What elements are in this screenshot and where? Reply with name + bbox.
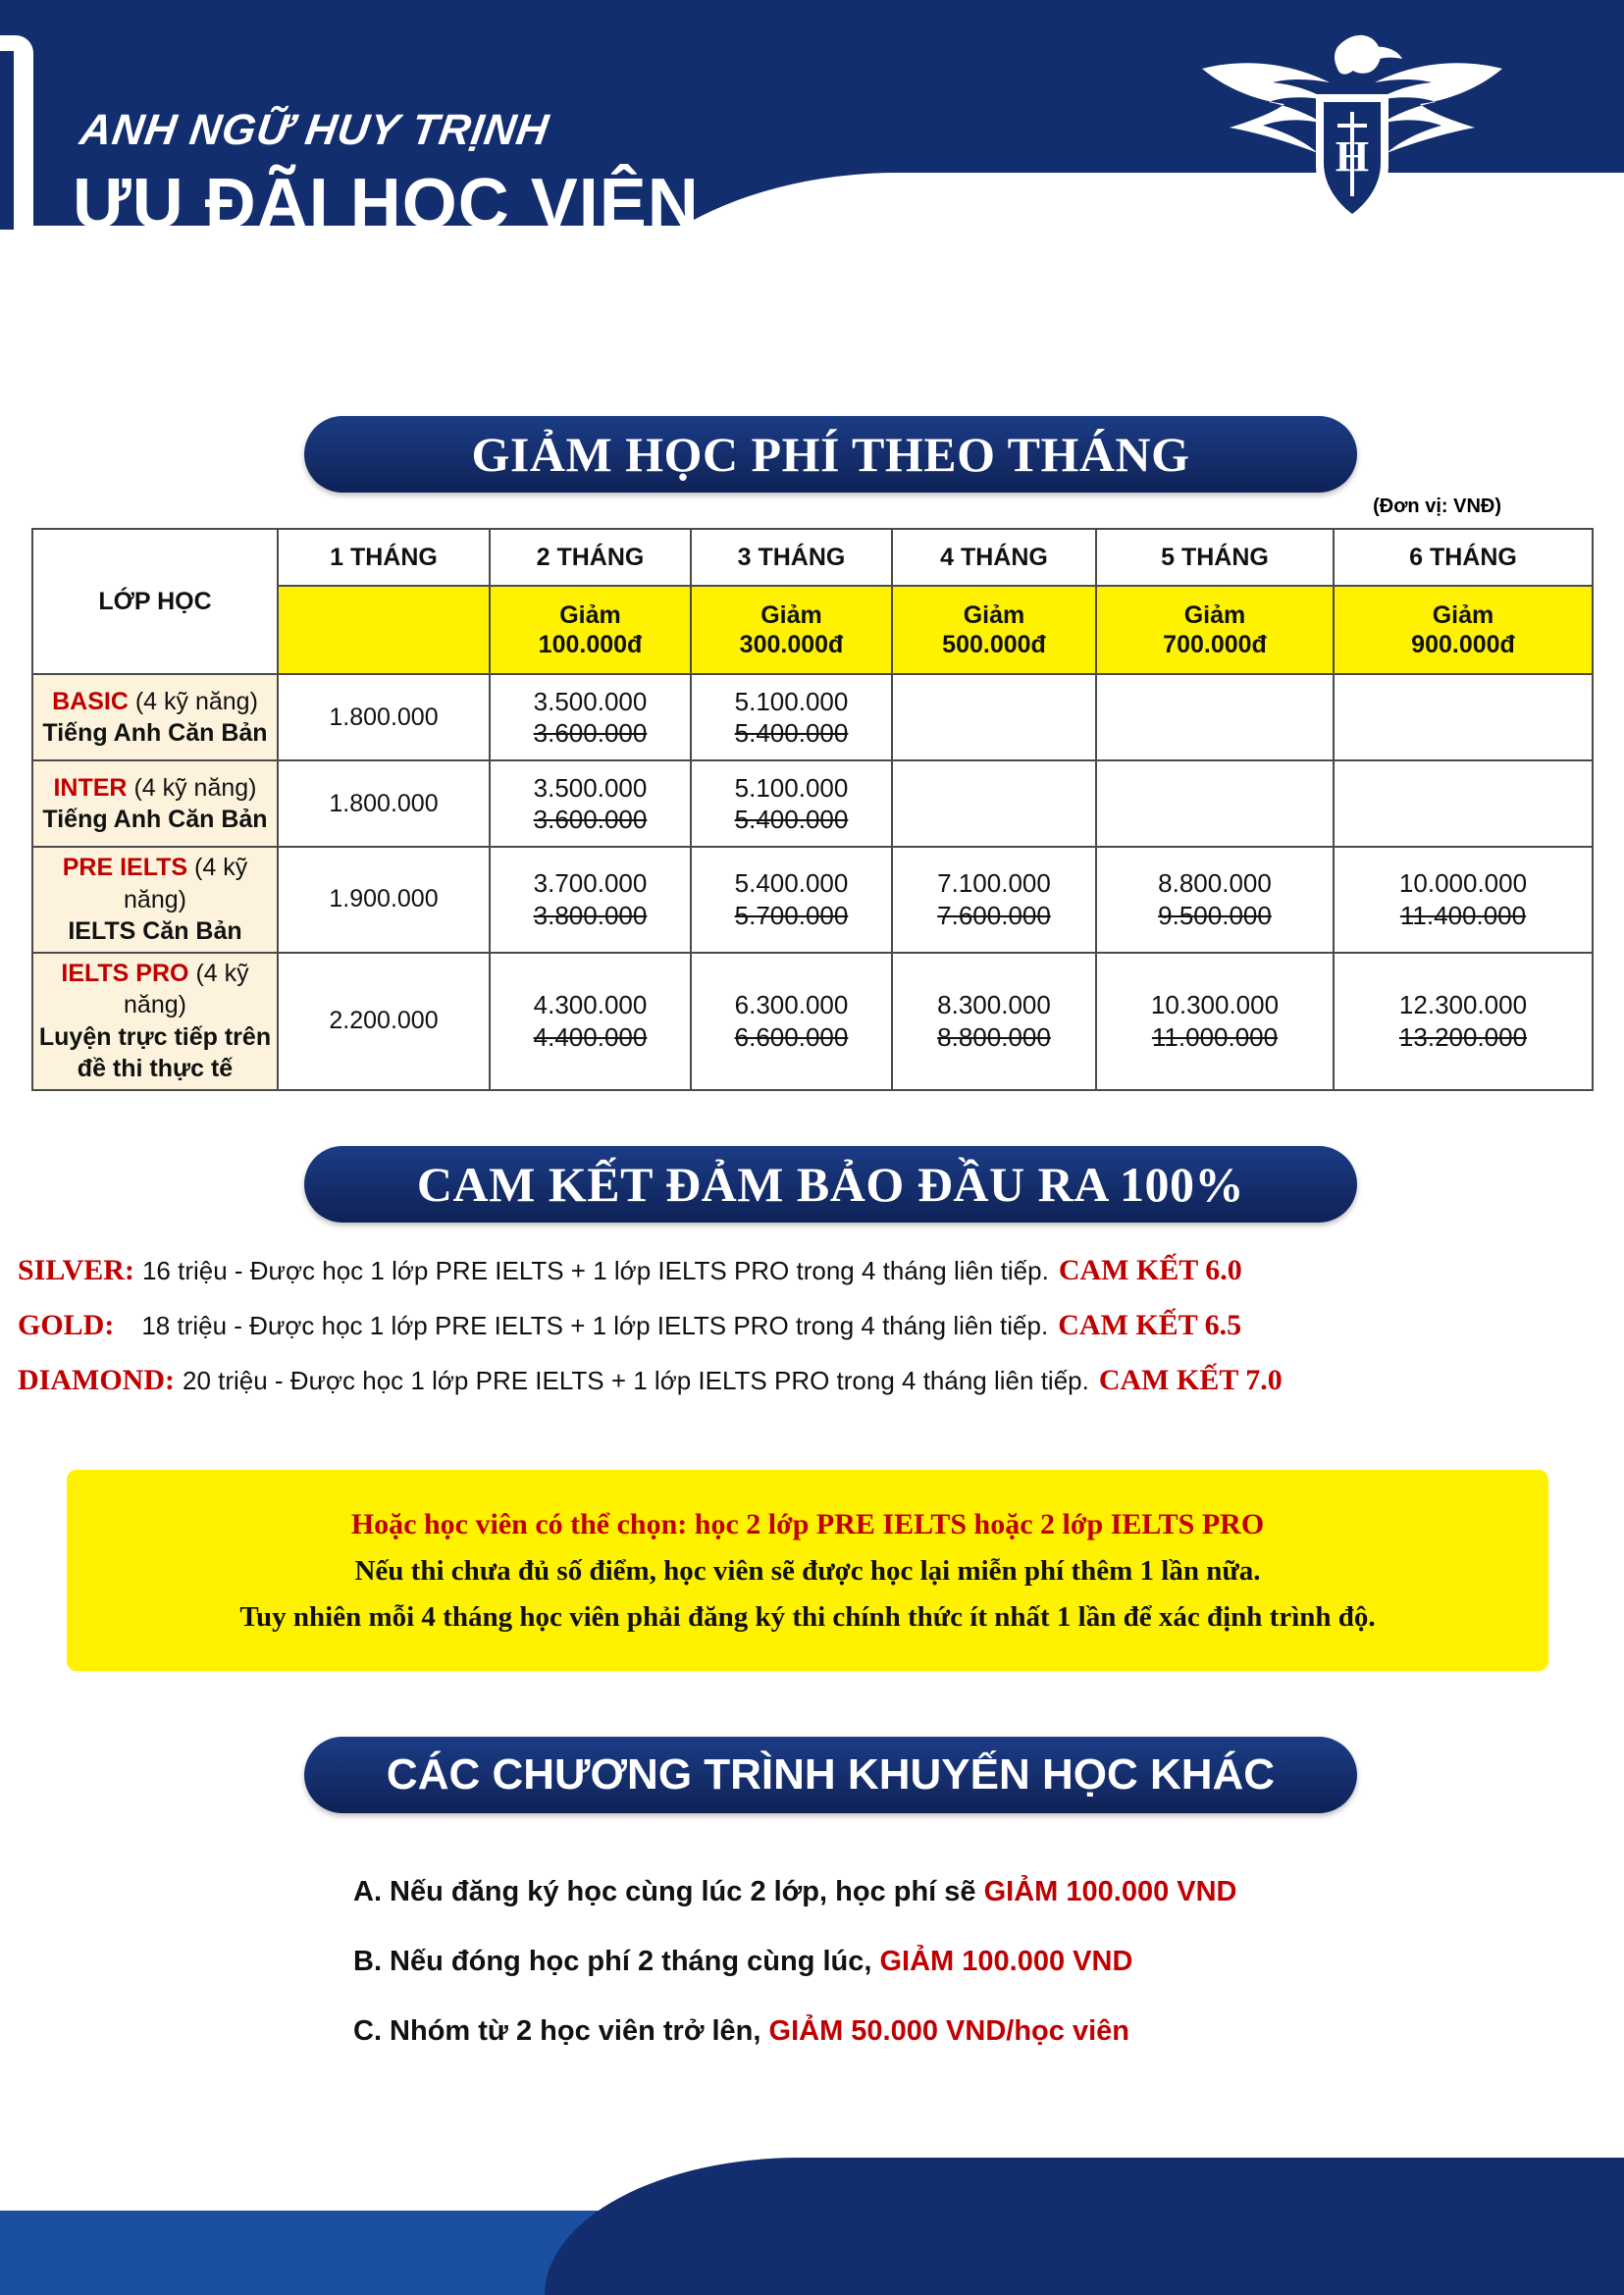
other-programs-list: [353, 1876, 1433, 2085]
price-new: 5.400.000: [734, 868, 849, 899]
class-level-label: INTER: [53, 773, 128, 802]
table-row-class-ielts-pro: [32, 953, 278, 1090]
table-header-month-2: 2 THÁNG: [490, 529, 691, 586]
header-left-accent-inner: [0, 51, 14, 230]
table-row: [32, 760, 1593, 847]
section-banner-commitment-label: CAM KẾT ĐẢM BẢO ĐẦU RA 100%: [416, 1157, 1245, 1212]
price-new: 4.300.000: [533, 990, 648, 1019]
price-old: 9.500.000: [1158, 900, 1272, 930]
table-header-month-4: 4 THÁNG: [892, 529, 1096, 586]
price-old: 4.400.000: [533, 1021, 648, 1052]
price-5-month: [1096, 760, 1334, 847]
price-1-month: 1.800.000: [278, 674, 490, 760]
svg-text:H: H: [1335, 132, 1370, 181]
footer-navy-curve: [545, 2158, 1624, 2295]
table-header-row-months: [32, 529, 1593, 586]
page-title: ƯU ĐÃI HỌC VIÊN: [73, 165, 700, 243]
price-1-month: 2.200.000: [278, 953, 490, 1090]
class-level-label: PRE IELTS: [62, 854, 188, 881]
other-program-text: B. Nếu đóng học phí 2 tháng cùng lúc,: [353, 1946, 880, 1977]
commitment-tier-silver: SILVER:: [18, 1254, 134, 1286]
other-program-text: A. Nếu đăng ký học cùng lúc 2 lớp, học phí sẽ: [353, 1876, 984, 1907]
price-2-month: [490, 847, 691, 953]
table-header-month-6: 6 THÁNG: [1334, 529, 1593, 586]
other-program-highlight: GIẢM 100.000 VND: [879, 1946, 1133, 1977]
table-discount-6-line2: 900.000đ: [1411, 631, 1515, 658]
page-header: [0, 0, 1624, 285]
section-banner-monthly-discount: [304, 416, 1357, 493]
price-old: 8.800.000: [937, 1021, 1051, 1052]
list-item: [18, 1364, 1607, 1397]
commitment-list: [18, 1254, 1607, 1419]
price-new: 5.100.000: [734, 686, 849, 716]
price-4-month: [892, 953, 1096, 1090]
list-item: [18, 1254, 1607, 1287]
commitment-tier-diamond: DIAMOND:: [18, 1364, 175, 1396]
class-skills-label: (4 kỹ năng): [133, 773, 257, 802]
table-header-month-1: 1 THÁNG: [278, 529, 490, 586]
price-3-month: [691, 674, 892, 760]
price-4-month: [892, 674, 1096, 760]
price-5-month: [1096, 847, 1334, 953]
table-header-month-3: 3 THÁNG: [691, 529, 892, 586]
price-old: 5.400.000: [734, 805, 849, 834]
table-discount-2: [490, 586, 691, 674]
commitment-score: CAM KẾT 6.5: [1058, 1309, 1242, 1341]
note-line-3: Tuy nhiên mỗi 4 tháng học viên phải đăng ký thi chính thức ít nhất 1 lần để xác định trình độ.: [239, 1600, 1376, 1633]
section-banner-other-programs-label: CÁC CHƯƠNG TRÌNH KHUYẾN HỌC KHÁC: [386, 1750, 1276, 1799]
price-new: 8.800.000: [1158, 868, 1272, 899]
table-row-class-pre-ielts: [32, 847, 278, 953]
price-new: 3.500.000: [533, 686, 648, 716]
price-new: 6.300.000: [734, 990, 849, 1019]
class-desc-label: Luyện trực tiếp trên đề thi thực tế: [38, 1022, 272, 1082]
class-desc-label: IELTS Căn Bản: [68, 917, 242, 945]
table-discount-3-line2: 300.000đ: [739, 631, 844, 658]
table-discount-4: [892, 586, 1096, 674]
price-new: 8.300.000: [937, 990, 1051, 1019]
price-2-month: [490, 760, 691, 847]
note-line-2: Nếu thi chưa đủ số điểm, học viên sẽ được học lại miễn phí thêm 1 lần nữa.: [354, 1554, 1261, 1587]
class-level-label: IELTS PRO: [61, 959, 189, 987]
table-discount-5: [1096, 586, 1334, 674]
commitment-body: 18 triệu - Được học 1 lớp PRE IELTS + 1 lớp IELTS PRO trong 4 tháng liên tiếp.: [141, 1311, 1049, 1340]
table-discount-6-line1: Giảm: [1432, 601, 1494, 629]
eagle-crest-logo: [1190, 18, 1514, 253]
commitment-body: 16 triệu - Được học 1 lớp PRE IELTS + 1 lớp IELTS PRO trong 4 tháng liên tiếp.: [141, 1256, 1049, 1285]
price-old: 3.600.000: [533, 718, 648, 748]
price-old: 11.000.000: [1151, 1021, 1279, 1052]
price-new: 12.300.000: [1398, 990, 1528, 1019]
section-banner-other-programs: [304, 1737, 1357, 1813]
price-1-month: 1.800.000: [278, 760, 490, 847]
list-item: [353, 1946, 1433, 1978]
page-footer: [0, 2158, 1624, 2295]
table-discount-2-line2: 100.000đ: [538, 631, 643, 658]
price-3-month: [691, 760, 892, 847]
price-3-month: [691, 953, 892, 1090]
class-desc-label: Tiếng Anh Căn Bản: [42, 719, 268, 747]
table-discount-1: [278, 586, 490, 674]
price-new: 10.300.000: [1150, 990, 1280, 1019]
class-level-label: BASIC: [52, 687, 129, 715]
table-discount-5-line1: Giảm: [1183, 601, 1246, 629]
class-skills-label: (4 kỹ năng): [134, 687, 258, 715]
table-header-month-5: 5 THÁNG: [1096, 529, 1334, 586]
price-old: 3.800.000: [533, 900, 648, 930]
price-4-month: [892, 760, 1096, 847]
price-6-month: [1334, 760, 1593, 847]
price-new: 3.500.000: [533, 772, 648, 803]
price-5-month: [1096, 674, 1334, 760]
price-old: 3.600.000: [533, 805, 648, 834]
price-old: 6.600.000: [734, 1021, 849, 1052]
price-5-month: [1096, 953, 1334, 1090]
fee-table: [31, 528, 1594, 1091]
class-skills-label: (4 kỹ năng): [124, 854, 248, 913]
other-program-highlight: GIẢM 50.000 VND/học viên: [768, 2015, 1129, 2047]
price-2-month: [490, 674, 691, 760]
price-old: 13.200.000: [1398, 1021, 1528, 1052]
price-3-month: [691, 847, 892, 953]
table-corner-label: LỚP HỌC: [32, 529, 278, 674]
class-desc-label: Tiếng Anh Căn Bản: [42, 806, 268, 833]
price-new: 7.100.000: [937, 868, 1051, 899]
price-old: 5.400.000: [734, 718, 849, 748]
table-discount-2-line1: Giảm: [559, 601, 621, 629]
table-row-class-inter: [32, 760, 278, 847]
table-discount-4-line1: Giảm: [963, 601, 1025, 629]
table-discount-3: [691, 586, 892, 674]
commitment-score: CAM KẾT 7.0: [1098, 1364, 1283, 1396]
price-new: 3.700.000: [533, 868, 648, 899]
currency-unit-note: (Đơn vị: VNĐ): [1373, 496, 1501, 517]
price-6-month: [1334, 674, 1593, 760]
table-discount-6: [1334, 586, 1593, 674]
section-banner-monthly-discount-label: GIẢM HỌC PHÍ THEO THÁNG: [471, 427, 1190, 482]
table-discount-5-line2: 700.000đ: [1163, 631, 1267, 658]
price-2-month: [490, 953, 691, 1090]
table-row: [32, 847, 1593, 953]
table-row-class-basic: [32, 674, 278, 760]
price-new: 5.100.000: [734, 772, 849, 803]
commitment-body: 20 triệu - Được học 1 lớp PRE IELTS + 1 lớp IELTS PRO trong 4 tháng liên tiếp.: [182, 1366, 1089, 1395]
commitment-tier-gold: GOLD:: [18, 1309, 115, 1341]
other-program-text: C. Nhóm từ 2 học viên trở lên,: [353, 2015, 769, 2047]
brand-name: ANH NGỮ HUY TRỊNH: [77, 106, 552, 154]
table-row: [32, 953, 1593, 1090]
list-item: [353, 2015, 1433, 2048]
commitment-score: CAM KẾT 6.0: [1058, 1254, 1242, 1286]
price-new: 10.000.000: [1398, 868, 1528, 899]
table-discount-4-line2: 500.000đ: [942, 631, 1046, 658]
price-old: 5.700.000: [734, 900, 849, 930]
price-6-month: [1334, 847, 1593, 953]
list-item: [18, 1309, 1607, 1342]
table-row: [32, 674, 1593, 760]
price-old: 7.600.000: [937, 900, 1051, 930]
highlight-note-box: [67, 1470, 1548, 1671]
price-6-month: [1334, 953, 1593, 1090]
price-1-month: 1.900.000: [278, 847, 490, 953]
price-4-month: [892, 847, 1096, 953]
price-old: 11.400.000: [1399, 900, 1527, 930]
note-line-1: Hoặc học viên có thể chọn: học 2 lớp PRE IELTS hoặc 2 lớp IELTS PRO: [350, 1507, 1265, 1540]
section-banner-commitment: [304, 1146, 1357, 1223]
table-discount-3-line1: Giảm: [760, 601, 822, 629]
other-program-highlight: GIẢM 100.000 VND: [983, 1876, 1237, 1907]
class-skills-label: (4 kỹ năng): [124, 959, 249, 1018]
list-item: [353, 1876, 1433, 1908]
